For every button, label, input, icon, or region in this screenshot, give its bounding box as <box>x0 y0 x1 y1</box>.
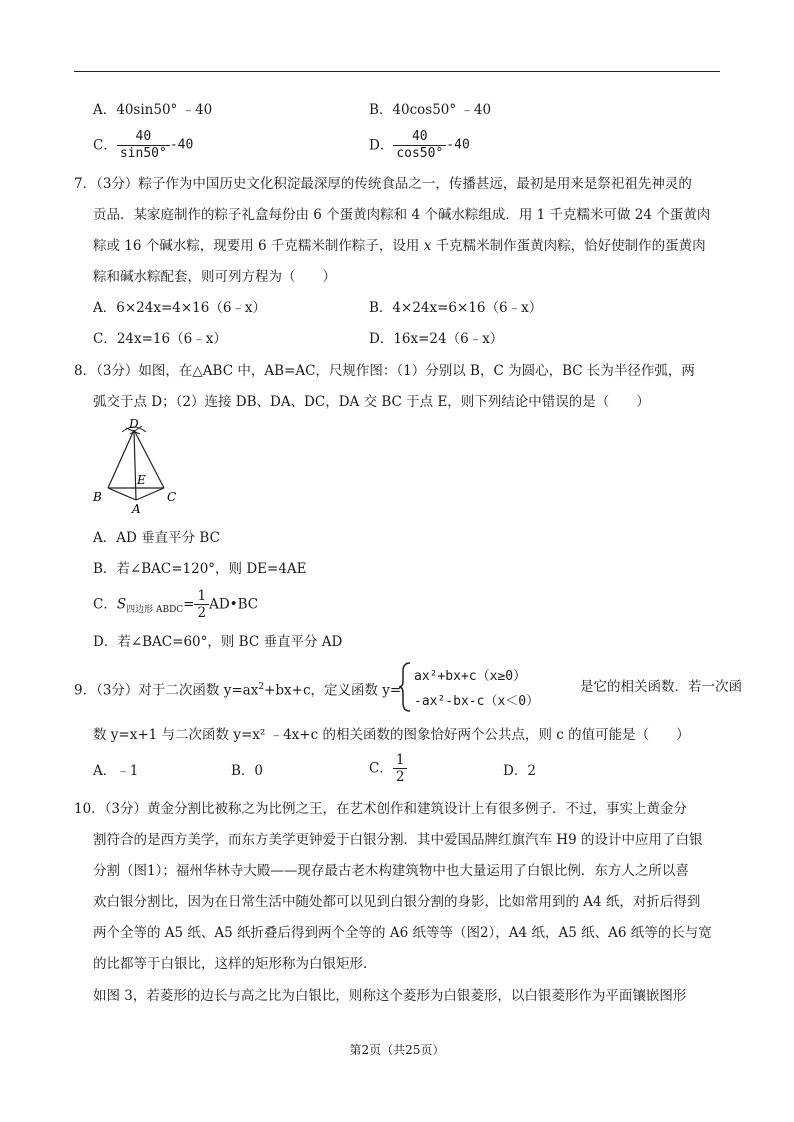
q6-option-b[interactable]: B．40cos50° ﹣40 <box>369 102 492 118</box>
q8-option-c[interactable]: C．$S_{四边形 ABDC}=$ $\frac{1}{2}$ AD•BC <box>93 588 259 621</box>
q9-option-c[interactable]: C． $\frac{1}{2}$ <box>369 752 407 785</box>
q7-option-c[interactable]: C．24x=16（6﹣x） <box>93 331 227 347</box>
fraction-one-half: $\frac{1}{2}$ <box>393 752 408 785</box>
q7-stem-line-2: 贡品．某家庭制作的粽子礼盒每份由 6 个蛋黄肉粽和 4 个碱水粽组成．用 1 千克糯米可做 24 个蛋黄肉 <box>93 207 711 223</box>
q7-option-a[interactable]: A．6×24x=4×16（6﹣x） <box>93 300 267 316</box>
q8-option-b[interactable]: B．若∠BAC=120°，则 DE=4AE <box>93 561 307 577</box>
q9-stem-line-1-left: 9．（3分）对于二次函数 $y=ax^2+bx+c$，定义函数 y= <box>74 682 402 699</box>
q7-option-d[interactable]: D．16x=24（6﹣x） <box>369 331 504 347</box>
fraction: $\frac{40}{\cos 50^\circ}$ <box>393 129 446 162</box>
piece-1: ax²+bx+c（x≥0） <box>414 669 527 684</box>
q9-option-a[interactable]: A．﹣1 <box>93 763 139 779</box>
q10-stem-line-3: 分割（图1）；福州华林寺大殿——现存最古老木构建筑物中也大量运用了白银比例．东方人之所以喜 <box>93 863 689 879</box>
geometry-diagram <box>88 416 188 514</box>
q10-stem-line-4: 欢白银分割比，因为在日常生活中随处都可以见到白银分割的身影，比如常用到的 A4 纸，对折后得到 <box>93 894 701 910</box>
segment-ca <box>136 488 164 500</box>
fraction: $\frac{40}{\sin 50^\circ}$ <box>117 129 170 162</box>
fraction-one-half: $\frac{1}{2}$ <box>194 588 209 621</box>
segment-ba <box>108 488 136 500</box>
left-brace-icon <box>398 661 412 713</box>
q9-stem-line-1-right: 是它的相关函数．若一次函 <box>580 679 742 695</box>
q7-stem-line-3: 粽或 16 个碱水粽，现要用 6 千克糯米制作粽子，设用 x 千克糯米制作蛋黄肉粽，恰好使制作的蛋黄肉 <box>93 238 706 254</box>
q10-stem-line-2: 割符合的是西方美学，而东方美学更钟爱于白银分割．其中爱国品牌红旗汽车 H9 的设计中应用了白银 <box>93 832 703 848</box>
segment-db <box>108 430 134 488</box>
q9-option-d[interactable]: D．2 <box>503 763 536 779</box>
q9-option-b[interactable]: B．0 <box>231 763 264 779</box>
q6-option-c[interactable]: C． $\frac{40}{\sin 50^\circ}$ -40 <box>93 129 194 161</box>
q10-stem-line-1: 10．（3分）黄金分割比被称之为比例之王，在艺术创作和建筑设计上有很多例子．不过，事实上黄金分 <box>74 801 688 817</box>
label-b: B <box>93 490 102 504</box>
piece-2: -ax²-bx-c（x＜0） <box>414 694 540 709</box>
label-d: D <box>129 417 139 431</box>
q8-figure <box>88 416 188 514</box>
q8-stem-line-1: 8．（3分）如图，在△ABC 中，AB=AC，尺规作图：（1）分别以 B，C 为圆心，BC 长为半径作弧，两 <box>74 363 695 379</box>
q10-stem-line-5: 两个全等的 A5 纸、A5 纸折叠后得到两个全等的 A6 纸等等（图2），A4 纸，A5 纸、A6 纸等的长与宽 <box>93 925 712 941</box>
page-footer: 第2页（共25页） <box>349 1043 445 1057</box>
segment-da <box>134 430 136 500</box>
header-rule <box>74 71 720 72</box>
q8-option-a[interactable]: A．AD 垂直平分 BC <box>93 530 220 546</box>
label-c: C <box>167 490 177 504</box>
q7-option-b[interactable]: B．4×24x=6×16（6﹣x） <box>369 300 543 316</box>
q6-option-a[interactable]: A．40sin50° ﹣40 <box>93 102 213 118</box>
q10-stem-line-7: 如图 3，若菱形的边长与高之比为白银比，则称这个菱形为白银菱形，以白银菱形作为平面镶嵌图形 <box>93 988 687 1004</box>
piecewise-function <box>398 661 574 713</box>
q7-stem-line-4: 粽和碱水粽配套，则可列方程为（ ） <box>93 269 336 285</box>
label-a: A <box>132 502 141 514</box>
q8-option-d[interactable]: D．若∠BAC=60°，则 BC 垂直平分 AD <box>93 634 343 650</box>
q10-stem-line-6: 的比都等于白银比，这样的矩形称为白银矩形． <box>93 956 377 972</box>
q7-stem-line-1: 7．（3分）粽子作为中国历史文化积淀最深厚的传统食品之一，传播甚远，最初是用来是祭祀祖先神灵的 <box>74 176 692 192</box>
q9-stem-line-2: 数 y=x+1 与二次函数 y=x² ﹣4x+c 的相关函数的图象恰好两个公共点，则 c 的值可能是（ ） <box>93 727 690 743</box>
label-e: E <box>137 473 146 487</box>
q6-option-d[interactable]: D． $\frac{40}{\cos 50^\circ}$ -40 <box>369 129 470 161</box>
q8-stem-line-2: 弧交于点 D；（2）连接 DB、DA、DC，DA 交 BC 于点 E，则下列结论中错误的是（ ） <box>93 394 650 410</box>
